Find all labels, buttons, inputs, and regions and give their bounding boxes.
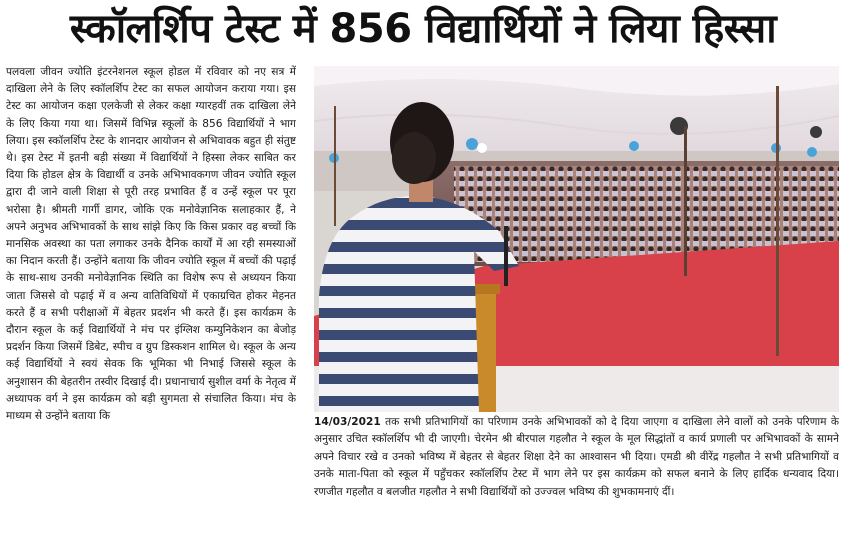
event-photo	[314, 66, 839, 412]
article-headline: स्कॉलर्शिप टेस्ट में 856 विद्यार्थियों ने लिया हिस्सा	[69, 6, 777, 52]
left-column-body: पलवला जीवन ज्योति इंटरनेशनल स्कूल होडल में रविवार को नए सत्र में दाखिला लेने के लिए स्कॉलर्शिप टेस्ट का सफल आयोजन कराया गया। इस टेस्ट का आयोजन कक्षा एलकेजी से लेकर कक्षा ग्यारहवीं तक दाखिला लेने के लिए किया गया था। जिसमें विभिन्न स्कूलों के 856 विद्यार्थियों ने भाग लिया। इस स्कॉलर्शिप टेस्ट के शानदार आयोजन से अभिवावक बहुत ही संतुष्ट थे। इस टेस्ट में इतनी बड़ी संख्या में विद्यार्थियों ने हिस्सा लेकर साबित कर दिया कि होडल क्षेत्र के विद्यार्थी व उनके अभिभावकगण जीवन ज्योति स्कूल द्वारा दी जाने वाली शिक्षा से पूरी तरह प्रभावित हैं व उन्हें स्कूल पर पूरा भरोसा है। श्रीमती गार्गी डागर, जोकि एक मनोवेज्ञानिक सलाहकार हैं, ने अपने अनुभव अभिभावकों के साथ सांझे किए कि किस प्रकार वह बच्चों कि मानसिक अवस्था का पता लगाकर उनके दैनिक कार्यों में आ रही समस्याओं का निदान करती हैं। उन्होंने बताया कि जीवन ज्योति स्कूल में बच्चों की पढ़ाई के साथ-साथ उनकी मनोवेज्ञानिक स्थिति का विशेष रूप से अध्ययन किया जाता जिससे वो पढ़ाई में व अन्य वातिविधियों में एकाग्रचित होकर मेहनत करते हैं व सभी परीक्षाओं में बेहतर प्रदर्शन भी करते हैं। इस कार्यक्रम के दौरान स्कूल के कई विद्यार्थियों ने मंच पर इंग्लिश कम्युनिकेशन का बेजोड़ प्रदर्शन किया जिसमें डिबेट, स्पीच व ग्रुप डिस्कशन शामिल थे। स्कूल के अन्य कई विद्यार्थियों ने स्वयं सेवक कि भूमिका भी निभाई जिससे स्कूल के अनुशासन की बेहतरीन तस्वीर दिखाई दी। प्रधानाचार्य सुशील वर्मा के नेतृत्व में अध्यापक वर्ग ने इस कार्यक्रम को बड़ी सुगमता से संचालित किया। मंच के माध्यम से उन्होंने बताया कि	[6, 66, 296, 423]
right-column-body	[314, 414, 839, 501]
event-photo-illustration	[314, 66, 839, 412]
article-left-column	[6, 64, 296, 534]
article-right-column	[314, 414, 839, 534]
right-column-text: तक सभी प्रतिभागियों का परिणाम उनके अभिभावकों को दे दिया जाएगा व दाखिला लेने वालों को उनके परिणाम के अनुसार उचित स्कॉलर्शिप भी दी जाएगी। चेरमेन श्री बीरपाल गहलौत ने स्कूल के मूल सिद्धांतों व कार्य प्रणाली पर अभिभावकों के सामने अपने विचार रखे व उनको भविष्य में बेहतर से बेहतर शिक्षा देने का आश्वासन भी दिया। एमडी श्री वीरेंद्र गहलौत ने सभी प्रतिभागियों व उनके माता-पिता को स्कूल में पहुँचकर स्कॉलर्शिप टेस्ट में भाग लेने पर इस कार्यक्रम को सफल बनाने के लिए हार्दिक धन्यवाद दिया। रणजीत गहलौत व बलजीत गहलौत ने सभी विद्यार्थियों को उज्ज्वल भविष्य की शुभकामनाएं दीं।	[314, 416, 839, 498]
result-date: 14/03/2021	[314, 416, 381, 428]
